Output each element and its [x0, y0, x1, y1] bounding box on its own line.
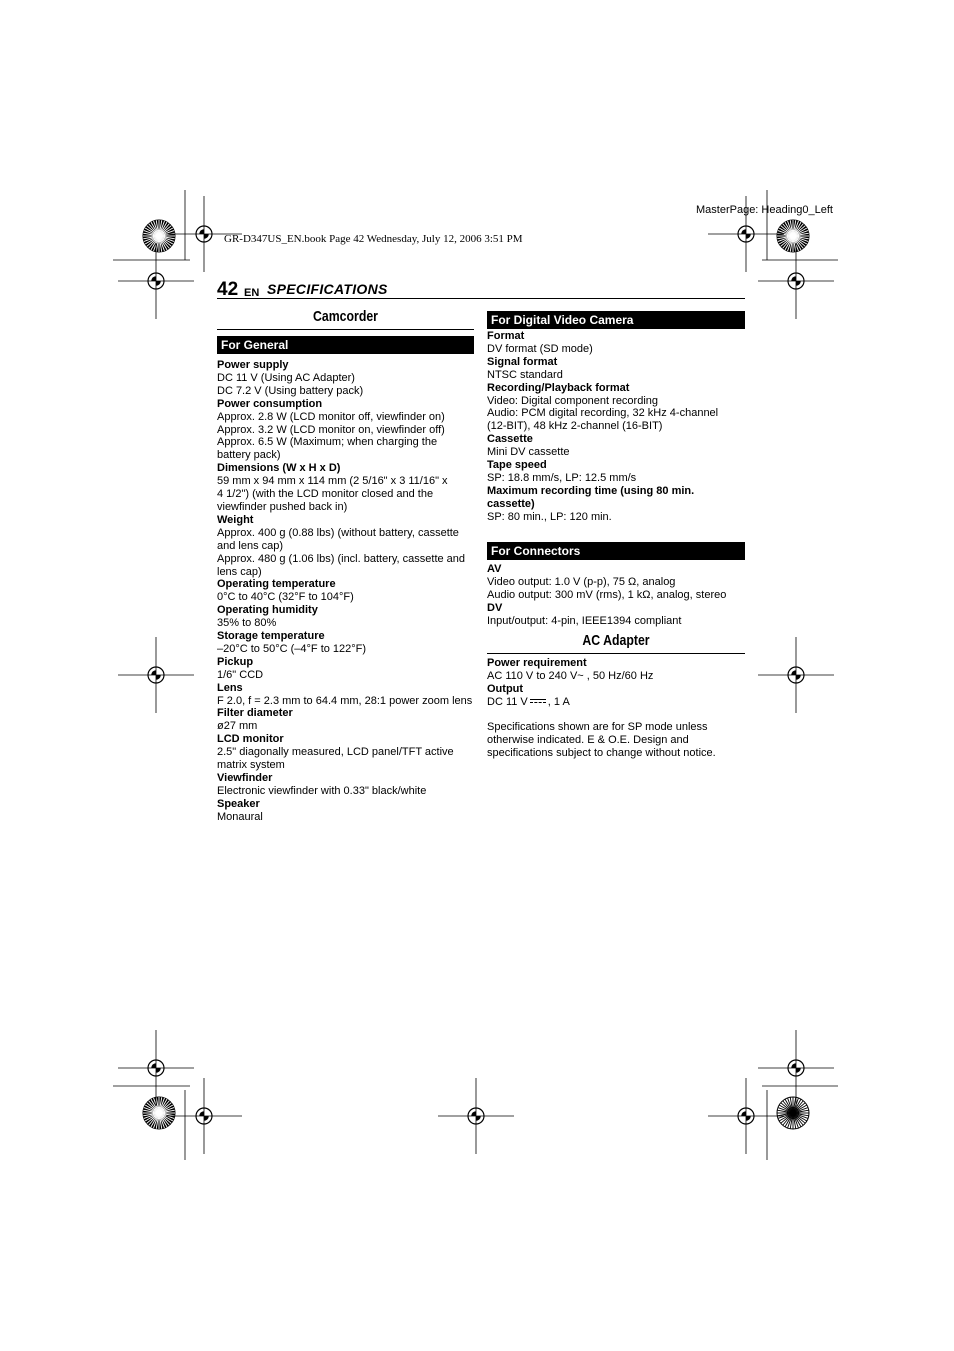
spec-label: cassette)	[487, 497, 535, 510]
spec-label: Weight	[217, 513, 254, 526]
output-value-voltage: DC 11 V	[487, 695, 528, 708]
spec-label: Maximum recording time (using 80 min.	[487, 484, 695, 497]
note-line: Specifications shown are for SP mode unless	[487, 721, 708, 733]
spec-value: DC 11 V (Using AC Adapter)	[217, 371, 355, 384]
starburst-target-icon	[777, 220, 809, 252]
general-spec-list	[217, 359, 479, 824]
spec-value: (12-BIT), 48 kHz 2-channel (16-BIT)	[487, 420, 663, 433]
spec-value: 1/6" CCD	[217, 668, 264, 681]
note-line: otherwise indicated. E & O.E. Design and	[487, 733, 689, 746]
spec-label: Power consumption	[217, 397, 323, 410]
digital-video-camera-bar: For Digital Video Camera	[487, 311, 745, 329]
spec-value: Approx. 400 g (0.88 lbs) (without battery, cassette	[217, 526, 459, 539]
spec-label: Lens	[217, 681, 243, 694]
adapter-spec-list	[487, 657, 749, 709]
registration-crosshair-icon	[118, 243, 194, 319]
output-value-current: , 1 A	[547, 695, 570, 708]
note-line: specifications subject to change without notice.	[487, 746, 716, 759]
spec-value: Approx. 2.8 W (LCD monitor off, viewfinder on)	[217, 410, 445, 423]
spec-label: Power supply	[217, 359, 289, 371]
spec-label: Pickup	[217, 655, 254, 668]
notes-block	[487, 721, 749, 760]
spec-label: Format	[487, 330, 525, 342]
spec-value: Video: Digital component recording	[487, 394, 659, 407]
spec-value: viewfinder pushed back in)	[217, 500, 348, 513]
registration-crosshair-icon	[758, 637, 834, 713]
spec-value: Monaural	[217, 810, 263, 823]
spec-value: –20°C to 50°C (–4°F to 122°F)	[217, 642, 367, 655]
spec-label: Operating humidity	[217, 604, 318, 617]
registration-crosshair-icon	[166, 1078, 242, 1154]
spec-label: Dimensions (W x H x D)	[217, 462, 341, 475]
spec-label: Speaker	[217, 797, 260, 810]
spec-value: SP: 80 min., LP: 120 min.	[487, 510, 612, 523]
registration-crosshair-icon	[758, 243, 834, 319]
spec-label: Viewfinder	[217, 772, 273, 784]
registration-crosshair-icon	[118, 637, 194, 713]
spec-value: NTSC standard	[487, 368, 563, 381]
masterpage-label: MasterPage: Heading0_Left	[696, 204, 833, 216]
spec-label: Signal format	[487, 355, 558, 368]
spec-value: Approx. 6.5 W (Maximum; when charging the	[217, 436, 438, 449]
ac-adapter-title: AC Adapter	[582, 632, 650, 649]
dc-symbol-icon	[530, 699, 546, 705]
spec-value: 35% to 80%	[217, 617, 277, 630]
spec-value: Electronic viewfinder with 0.33" black/white	[217, 784, 427, 797]
spec-label: Filter diameter	[217, 707, 293, 720]
spec-value: Audio output: 300 mV (rms), 1 kΩ, analog, stereo	[487, 588, 727, 601]
digital-spec-list	[487, 330, 749, 524]
camcorder-title: Camcorder	[313, 308, 378, 325]
spec-value: matrix system	[217, 759, 285, 772]
spec-value: DV format (SD mode)	[487, 342, 593, 355]
connectors-bar: For Connectors	[487, 542, 745, 560]
spec-value: Input/output: 4-pin, IEEE1394 compliant	[487, 614, 682, 627]
starburst-target-icon	[143, 1097, 175, 1129]
registration-crosshair-icon	[438, 1078, 514, 1154]
spec-value: Mini DV cassette	[487, 446, 570, 459]
spec-label: AV	[487, 563, 502, 575]
spec-label: Recording/Playback format	[487, 381, 630, 394]
spec-value: 4 1/2") (with the LCD monitor closed and the	[217, 488, 434, 501]
for-general-bar: For General	[217, 336, 474, 354]
spec-value: 2.5" diagonally measured, LCD panel/TFT active	[217, 746, 454, 759]
spec-value: Video output: 1.0 V (p-p), 75 Ω, analog	[487, 575, 676, 588]
power-requirement-value: AC 110 V to 240 V~ , 50 Hz/60 Hz	[487, 669, 654, 682]
spec-label: Storage temperature	[217, 630, 325, 643]
book-info-line: GR-D347US_EN.book Page 42 Wednesday, July 12, 2006 3:51 PM	[224, 233, 523, 245]
spec-label: Tape speed	[487, 459, 547, 472]
connectors-spec-list	[487, 563, 749, 628]
spec-value: Audio: PCM digital recording, 32 kHz 4-channel	[487, 407, 719, 420]
starburst-target-icon	[143, 220, 175, 252]
spec-value: battery pack)	[217, 449, 281, 462]
spec-label: Operating temperature	[217, 578, 336, 591]
language-code: EN	[244, 287, 260, 299]
spec-label: DV	[487, 601, 503, 614]
starburst-target-icon	[777, 1097, 809, 1129]
spec-value: Approx. 480 g (1.06 lbs) (incl. battery, cassette and	[217, 552, 466, 565]
spec-value: DC 7.2 V (Using battery pack)	[217, 384, 364, 397]
page-header	[217, 280, 745, 299]
spec-value: Approx. 3.2 W (LCD monitor on, viewfinder off)	[217, 423, 445, 436]
power-requirement-label: Power requirement	[487, 657, 587, 669]
registration-crosshair-icon	[758, 1030, 834, 1106]
camcorder-title-rule	[217, 308, 474, 330]
output-label: Output	[487, 682, 524, 695]
spec-value: 0°C to 40°C (32°F to 104°F)	[217, 591, 354, 604]
spec-value: 59 mm x 94 mm x 114 mm (2 5/16" x 3 11/16" x	[217, 475, 448, 488]
output-value	[487, 696, 749, 709]
spec-value: F 2.0, f = 2.3 mm to 64.4 mm, 28:1 power zoom lens	[217, 694, 473, 707]
spec-value: SP: 18.8 mm/s, LP: 12.5 mm/s	[487, 471, 637, 484]
page-title: SPECIFICATIONS	[267, 281, 388, 297]
spec-value: ø27 mm	[217, 720, 258, 733]
page-number: 42	[217, 279, 239, 300]
spec-value: lens cap)	[217, 565, 262, 578]
ac-adapter-title-rule	[487, 632, 745, 654]
spec-label: LCD monitor	[217, 733, 284, 746]
registration-crosshair-icon	[118, 1030, 194, 1106]
registration-crosshair-icon	[708, 1078, 784, 1154]
spec-value: and lens cap)	[217, 539, 284, 552]
spec-label: Cassette	[487, 433, 533, 446]
